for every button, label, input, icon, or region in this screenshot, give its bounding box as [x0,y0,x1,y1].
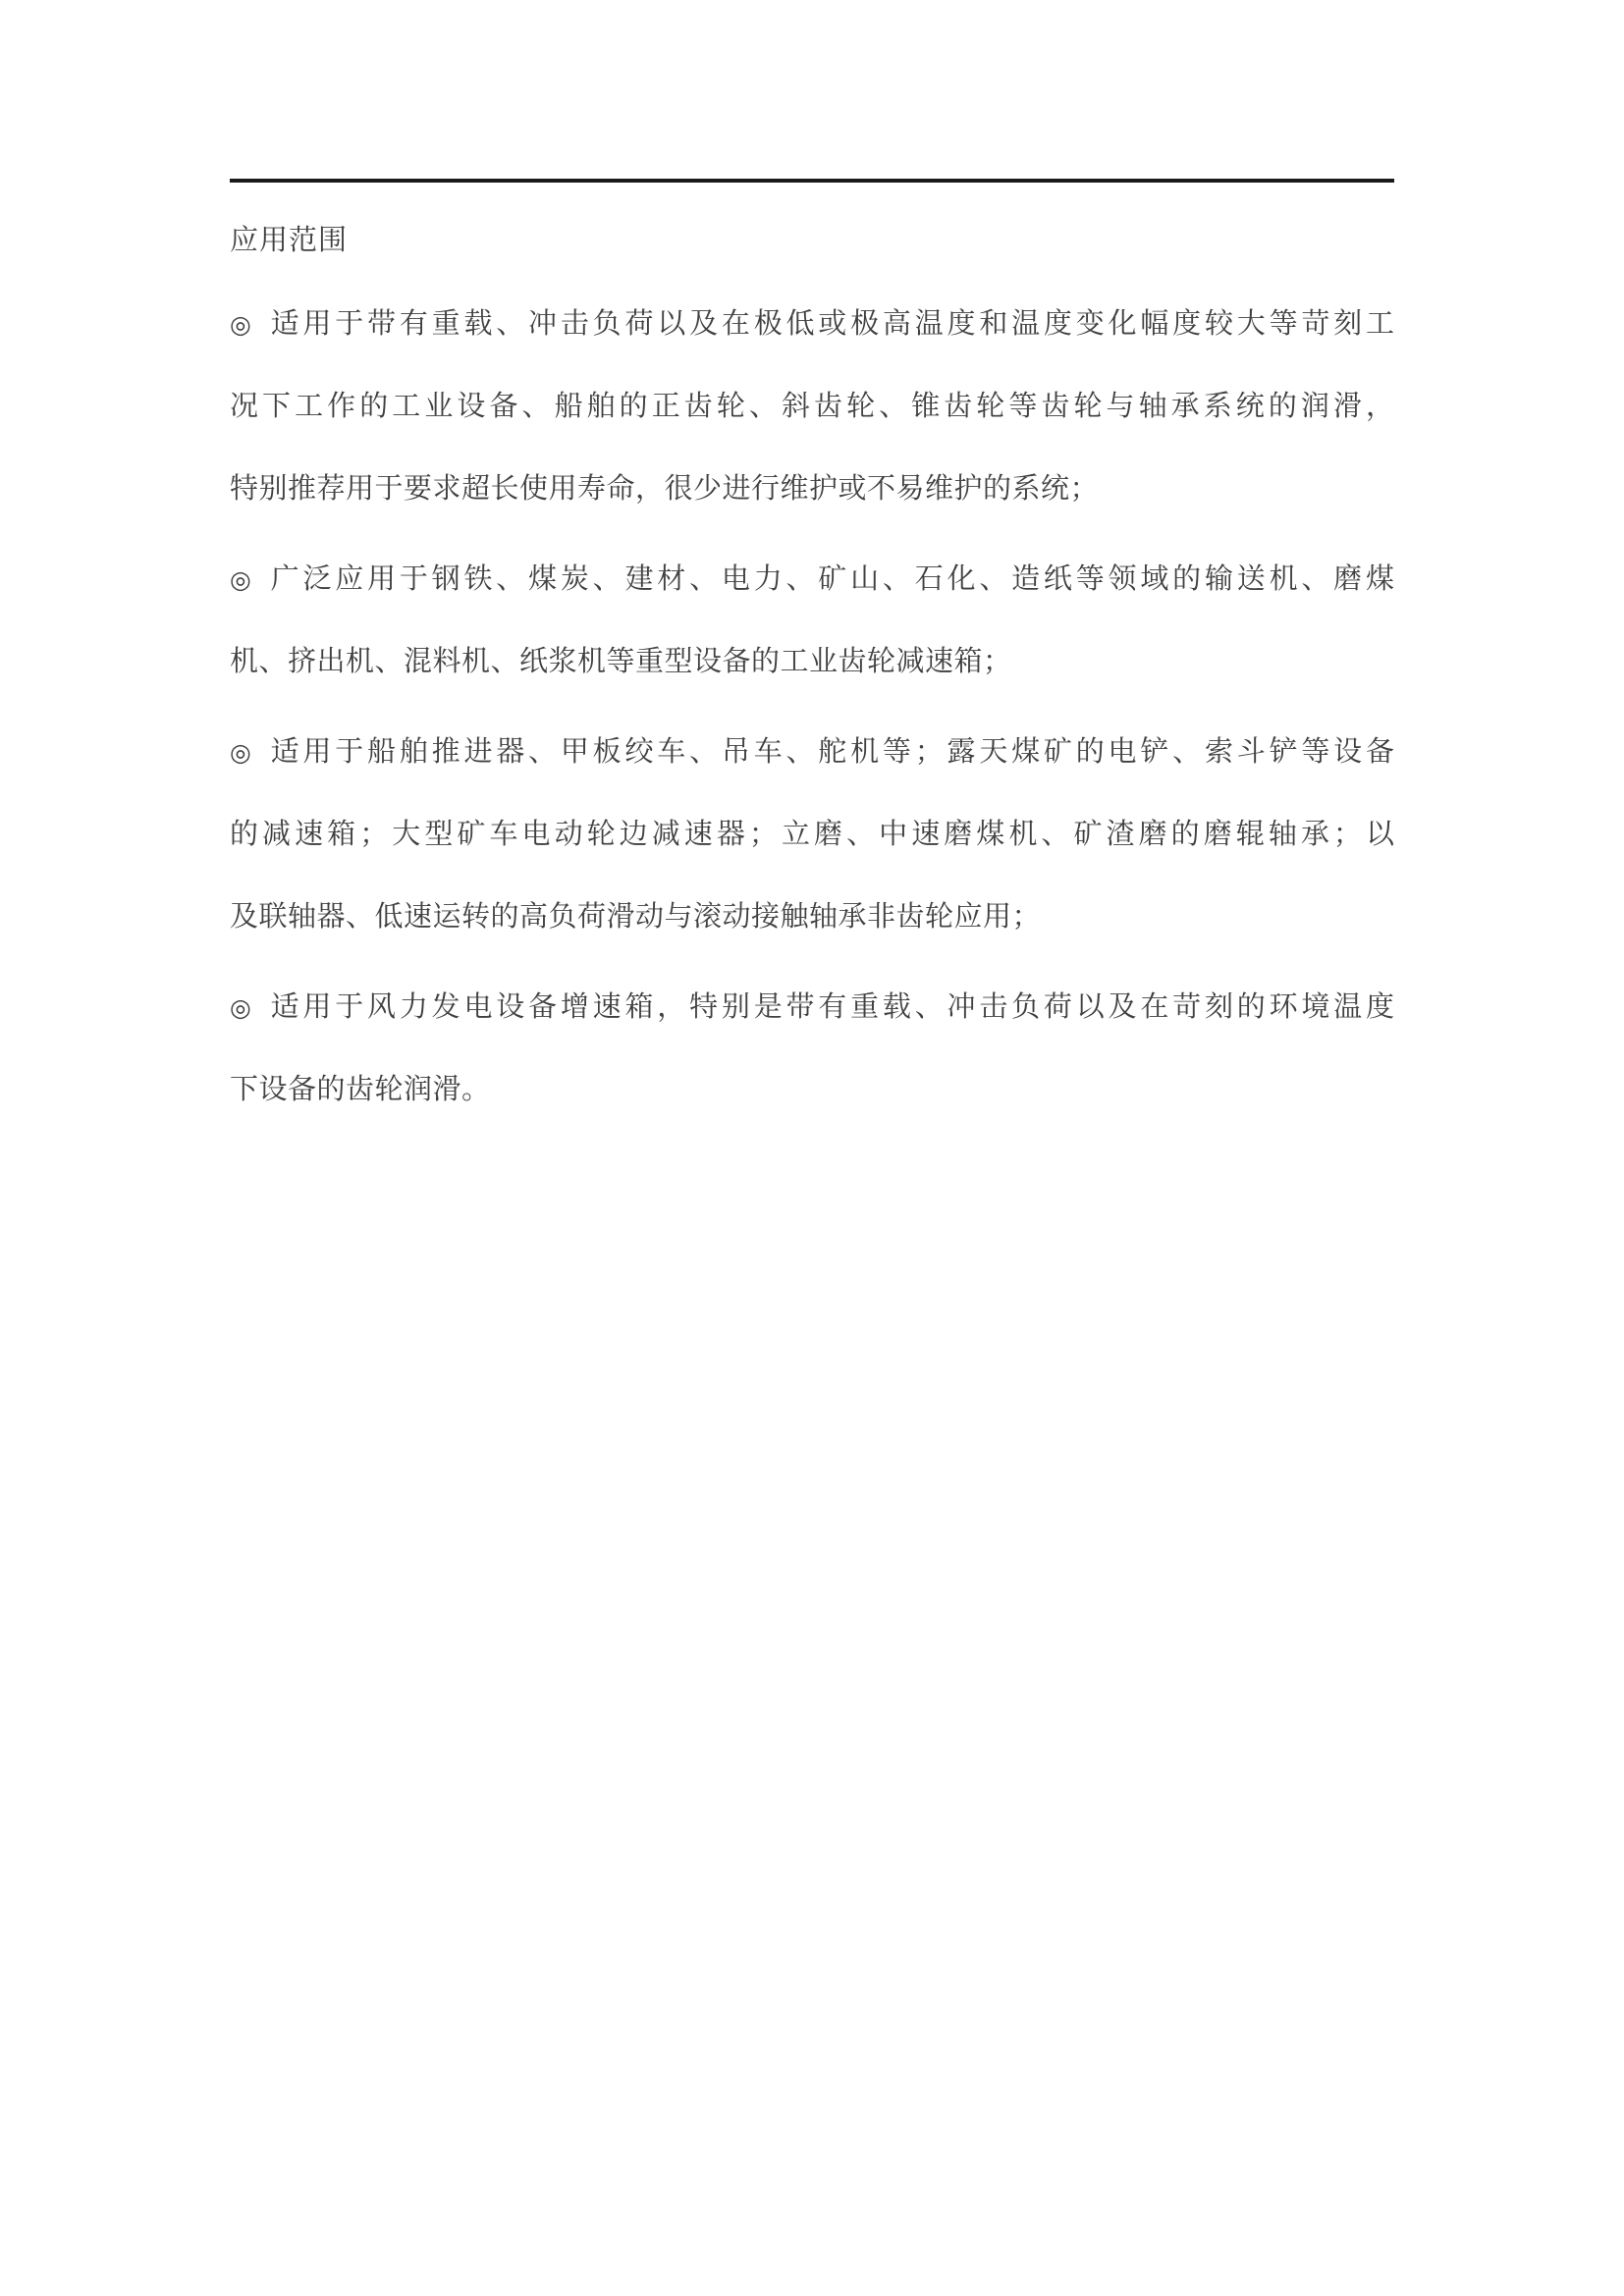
text-line: 特别推荐用于要求超长使用寿命，很少进行维护或不易维护的系统； [230,473,1100,505]
bullet-icon: ◎ [230,311,255,339]
text-line: ◎ 适用于带有重载、冲击负荷以及在极低或极高温度和温度变化幅度较大等苛刻工 [230,308,1394,340]
bullet-paragraph [230,966,1394,1131]
text-line: 的减速箱；大型矿车电动轮边减速器；立磨、中速磨煤机、矿渣磨的磨辊轴承；以 [230,819,1394,850]
text-line: ◎ 广泛应用于钢铁、煤炭、建材、电力、矿山、石化、造纸等领域的输送机、磨煤 [230,563,1394,595]
bullet-icon: ◎ [230,994,255,1022]
bullet-icon: ◎ [230,566,255,594]
section-heading: 应用范围 [230,225,349,256]
text-line: 下设备的齿轮润滑。 [230,1074,491,1105]
bullet-paragraph [230,538,1394,703]
text-line: ◎ 适用于船舶推进器、甲板绞车、吊车、舵机等；露天煤矿的电铲、索斗铲等设备 [230,736,1394,768]
bullet-icon: ◎ [230,739,255,767]
text-line: 况下工作的工业设备、船舶的正齿轮、斜齿轮、锥齿轮等齿轮与轴承系统的润滑， [230,391,1394,422]
text-line: ◎ 适用于风力发电设备增速箱，特别是带有重载、冲击负荷以及在苛刻的环境温度 [230,991,1394,1023]
bullet-paragraph [230,283,1394,530]
text-line: 机、挤出机、混料机、纸浆机等重型设备的工业齿轮减速箱； [230,646,1012,677]
paragraph-list [230,283,1394,1131]
bullet-paragraph [230,711,1394,958]
document-page [230,0,1394,1139]
top-horizontal-rule [230,179,1394,183]
text-line: 及联轴器、低速运转的高负荷滑动与滚动接触轴承非齿轮应用； [230,901,1042,933]
